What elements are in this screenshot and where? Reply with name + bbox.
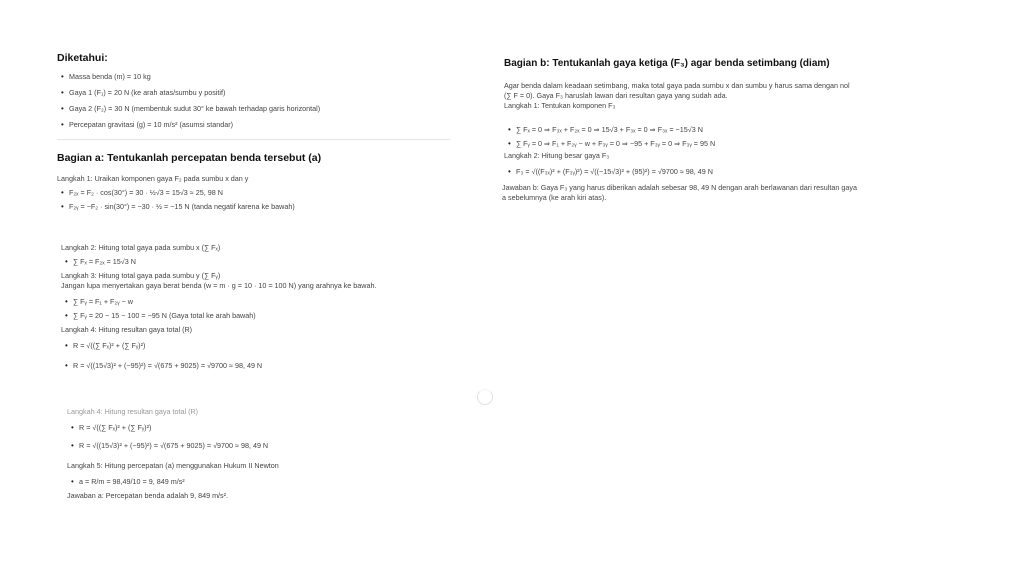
diketahui-title: Diketahui: <box>57 52 108 64</box>
part-b-intro-2: (∑ F = 0). Gaya F₃ haruslah lawan dari resultan gaya yang sudah ada. <box>504 91 728 100</box>
step-3-item: • ∑ Fᵧ = F₁ + F₂ᵧ − w <box>61 297 471 307</box>
part-b-step-1-heading: Langkah 1: Tentukan komponen F₃ <box>504 101 616 110</box>
part-b-step-2-list <box>504 167 944 177</box>
step-3-list <box>61 297 471 321</box>
step-4-repeat-heading: Langkah 4: Hitung resultan gaya total (R) <box>67 407 199 416</box>
given-list <box>57 72 457 130</box>
left-column <box>57 52 457 136</box>
step-3-heading: Langkah 3: Hitung total gaya pada sumbu y (∑ Fᵧ) <box>61 271 221 280</box>
step-1-item: • F₂ᵧ = −F₂ · sin(30°) = −30 · ½ = −15 N (tanda negatif karena ke bawah) <box>57 202 467 212</box>
answer-b-line-1: Jawaban b: Gaya F₃ yang harus diberikan adalah sebesar 98, 49 N dengan arah berlawanan dari resultan gaya <box>502 183 857 192</box>
step-1-item: • F₂ₓ = F₂ · cos(30°) = 30 · ½√3 = 15√3 ≈ 25, 98 N <box>57 188 467 198</box>
answer-a: Jawaban a: Percepatan benda adalah 9, 849 m/s². <box>67 491 229 500</box>
part-b-step-1-item: • ∑ Fₓ = 0 ⇒ F₃ₓ + F₂ₓ = 0 ⇒ 15√3 + F₃ₓ = 0 ⇒ F₃ₓ = −15√3 N <box>504 125 944 135</box>
given-item: • Gaya 2 (F₂) = 30 N (membentuk sudut 30° ke bawah terhadap garis horizontal) <box>57 104 457 114</box>
step-4-list <box>61 341 471 371</box>
step-1-list <box>57 188 467 212</box>
part-b-step-1-list <box>504 125 944 149</box>
step-1-heading: Langkah 1: Uraikan komponen gaya F₂ pada sumbu x dan y <box>57 174 249 183</box>
loading-spinner-icon <box>477 389 493 405</box>
step-4-repeat-item: • R = √((15√3)² + (−95)²) = √(675 + 9025) = √9700 ≈ 98, 49 N <box>67 441 477 451</box>
part-a-title: Bagian a: Tentukanlah percepatan benda tersebut (a) <box>57 152 322 164</box>
step-4-repeat-item: • R = √((∑ Fₓ)² + (∑ Fᵧ)²) <box>67 423 477 433</box>
steps-2-4 <box>61 243 471 377</box>
part-b-step-2-item: • F₃ = √((F₃ₓ)² + (F₃ᵧ)²) = √((−15√3)² + (95)²) = √9700 ≈ 98, 49 N <box>504 167 944 177</box>
step-3-note: Jangan lupa menyertakan gaya berat benda (w = m · g = 10 · 10 = 100 N) yang arahnya ke bawah. <box>61 281 377 290</box>
step-4-repeat-list <box>67 423 477 451</box>
part-b-section <box>504 58 944 203</box>
step-5-heading: Langkah 5: Hitung percepatan (a) menggunakan Hukum II Newton <box>67 461 279 470</box>
given-item: • Gaya 1 (F₁) = 20 N (ke arah atas/sumbu y positif) <box>57 88 457 98</box>
step-4-item: • R = √((∑ Fₓ)² + (∑ Fᵧ)²) <box>61 341 471 351</box>
part-b-step-1-item: • ∑ Fᵧ = 0 ⇒ F₁ + F₂ᵧ − w + F₃ᵧ = 0 ⇒ −95 + F₃ᵧ = 0 ⇒ F₃ᵧ = 95 N <box>504 139 944 149</box>
answer-b-line-2: a sebelumnya (ke arah kiri atas). <box>502 193 607 202</box>
part-a-section <box>57 152 467 218</box>
part-b-step-2-heading: Langkah 2: Hitung besar gaya F₃ <box>504 151 610 160</box>
step-4-item: • R = √((15√3)² + (−95)²) = √(675 + 9025) = √9700 ≈ 98, 49 N <box>61 361 471 371</box>
given-item: • Massa benda (m) = 10 kg <box>57 72 457 82</box>
step-5-item: • a = R/m = 98,49/10 = 9, 849 m/s² <box>67 477 477 487</box>
steps-4-5-repeat <box>67 407 477 501</box>
part-b-title: Bagian b: Tentukanlah gaya ketiga (F₃) agar benda setimbang (diam) <box>504 58 830 69</box>
step-2-list <box>61 257 471 267</box>
step-4-heading: Langkah 4: Hitung resultan gaya total (R) <box>61 325 193 334</box>
step-5-list <box>67 477 477 487</box>
step-2-item: • ∑ Fₓ = F₂ₓ = 15√3 N <box>61 257 471 267</box>
step-3-item: • ∑ Fᵧ = 20 − 15 − 100 = −95 N (Gaya total ke arah bawah) <box>61 311 471 321</box>
part-b-intro: Agar benda dalam keadaan setimbang, maka total gaya pada sumbu x dan sumbu y harus sama dengan nol <box>504 81 850 90</box>
section-divider <box>57 139 450 140</box>
given-item: • Percepatan gravitasi (g) = 10 m/s² (asumsi standar) <box>57 120 457 130</box>
step-2-heading: Langkah 2: Hitung total gaya pada sumbu x (∑ Fₓ) <box>61 243 221 252</box>
